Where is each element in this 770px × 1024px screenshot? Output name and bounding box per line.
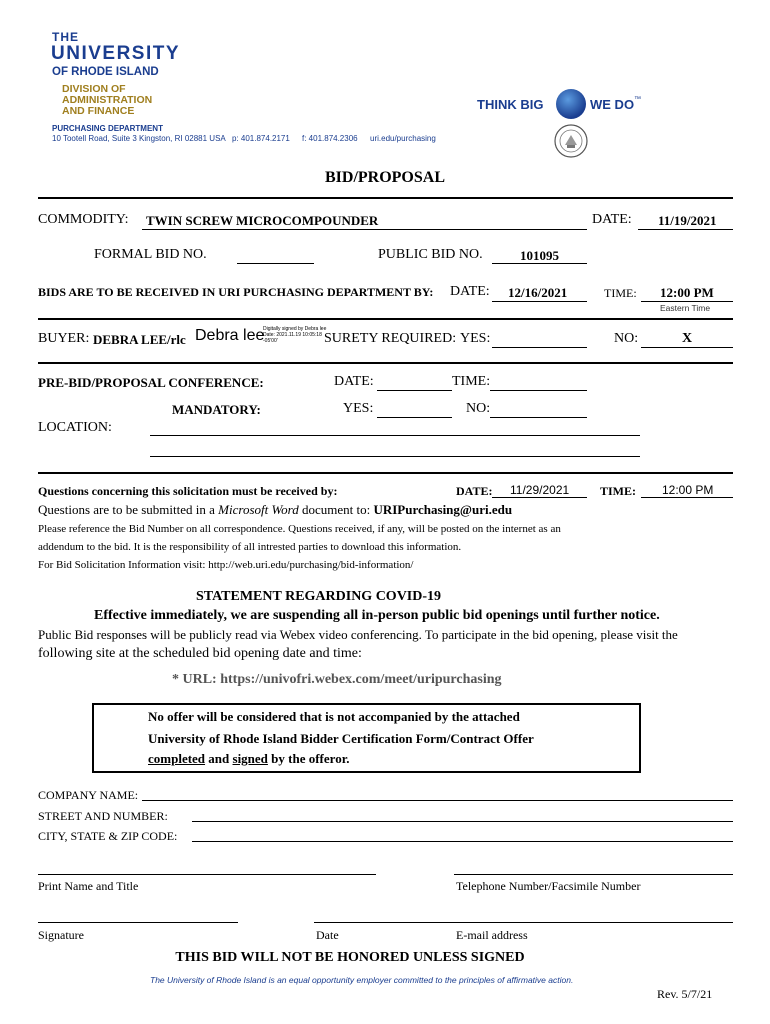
surety-yes-label: YES: (460, 331, 491, 346)
mandatory-yes-label: YES: (343, 401, 374, 416)
formal-bid-label: FORMAL BID NO. (94, 247, 207, 262)
mandatory-label: MANDATORY: (172, 402, 261, 417)
commodity-date-line (638, 229, 733, 230)
questions-label: Questions concerning this solicitation must be received by: (38, 484, 338, 498)
signature-label: Signature (38, 928, 84, 942)
surety-no-label: NO: (614, 331, 639, 346)
location-line-1[interactable] (150, 435, 640, 436)
receipt-time-line (641, 301, 733, 302)
surety-label: SURETY REQUIRED: (324, 331, 457, 346)
buyer-signature: Debra lee (195, 327, 265, 344)
honor-notice: THIS BID WILL NOT BE HONORED UNLESS SIGNED (175, 950, 525, 965)
covid-webex-url[interactable]: * URL: https://univofri.webex.com/meet/uripurchasing (172, 672, 502, 687)
email-label: E-mail address (456, 928, 528, 942)
questions-para-1: Please reference the Bid Number on all correspondence. Questions received, if any, will be posted on the internet as an (38, 523, 561, 535)
title-rule (38, 197, 733, 199)
tagline-think-big: THINK BIG (477, 97, 544, 112)
covid-text-2: following site at the scheduled bid opening date and time: (38, 646, 362, 661)
surety-no-line (641, 347, 733, 348)
dept-address: 10 Tootell Road, Suite 3 Kingston, RI 02881 USA (52, 134, 226, 143)
questions-time-label: TIME: (600, 484, 636, 498)
receipt-date-label: DATE: (450, 284, 490, 299)
notice-line-2: University of Rhode Island Bidder Certification Form/Contract Offer (148, 731, 534, 746)
buyer-value: DEBRA LEE/rlc (93, 332, 186, 347)
covid-subtitle: Effective immediately, we are suspending all in-person public bid openings until further notice. (94, 608, 660, 623)
print-name-label: Print Name and Title (38, 879, 139, 893)
receipt-rule (38, 318, 733, 320)
questions-time-line (641, 497, 733, 498)
street-label: STREET AND NUMBER: (38, 809, 168, 823)
public-bid-line (492, 263, 587, 264)
public-bid-label: PUBLIC BID NO. (378, 247, 483, 262)
date-label: Date (316, 928, 339, 942)
dept-fax: f: 401.874.2306 (302, 134, 358, 143)
covid-text-1: Public Bid responses will be publicly read via Webex video conferencing. To participate in the bid opening, please visit the (38, 627, 678, 642)
trademark-symbol: ™ (634, 96, 641, 103)
commodity-label: COMMODITY: (38, 212, 129, 227)
conference-time-label: TIME: (452, 374, 491, 389)
purchasing-dept: PURCHASING DEPARTMENT (52, 124, 163, 133)
conference-label: PRE-BID/PROPOSAL CONFERENCE: (38, 375, 264, 390)
location-line-2[interactable] (150, 456, 640, 457)
commodity-date-label: DATE: (592, 212, 632, 227)
location-label: LOCATION: (38, 420, 112, 435)
eeo-statement: The University of Rhode Island is an equal opportunity employer committed to the principles of affirmative action. (150, 975, 574, 985)
conference-date-line[interactable] (377, 390, 452, 391)
questions-date-line (492, 497, 587, 498)
questions-time-value[interactable]: 12:00 PM (662, 483, 714, 497)
page-title: BID/PROPOSAL (324, 169, 445, 186)
formal-bid-line[interactable] (237, 263, 314, 264)
surety-yes-line[interactable] (492, 347, 587, 348)
receipt-date-value[interactable]: 12/16/2021 (508, 285, 568, 300)
mandatory-no-label: NO: (466, 401, 491, 416)
logo-university: UNIVERSITY (51, 43, 181, 64)
logo-of-rhode-island: OF RHODE ISLAND (52, 66, 159, 78)
mandatory-no-line[interactable] (490, 417, 587, 418)
notice-line-3: completed and signed by the offeror. (148, 751, 350, 766)
company-name-line[interactable] (142, 800, 733, 801)
questions-date-value[interactable]: 11/29/2021 (510, 483, 570, 497)
questions-submit: Questions are to be submitted in a Microsoft Word document to: URIPurchasing@uri.edu (38, 502, 513, 517)
logo-the: THE (52, 30, 79, 44)
covid-title: STATEMENT REGARDING COVID-19 (196, 589, 442, 604)
receipt-time-label: TIME: (604, 286, 637, 300)
questions-date-label: DATE: (456, 484, 493, 498)
commodity-date-value[interactable]: 11/19/2021 (658, 213, 717, 228)
street-line[interactable] (192, 821, 733, 822)
tagline-we-do: WE DO (590, 97, 635, 112)
notice-line-1: No offer will be considered that is not accompanied by the attached (148, 709, 520, 724)
buyer-rule (38, 362, 733, 364)
university-seal-icon (553, 123, 589, 159)
questions-para-2: addendum to the bid. It is the responsibility of all intrested parties to download this information. (38, 541, 462, 553)
revision-label: Rev. 5/7/21 (657, 987, 713, 1001)
commodity-line (142, 229, 587, 230)
conference-rule (38, 472, 733, 474)
company-name-label: COMPANY NAME: (38, 788, 139, 802)
buyer-label: BUYER: (38, 331, 90, 346)
receipt-label: BIDS ARE TO BE RECEIVED IN URI PURCHASING DEPARTMENT BY: (38, 285, 434, 299)
dept-phone: p: 401.874.2171 (232, 134, 290, 143)
receipt-time-value[interactable]: 12:00 PM (660, 285, 714, 300)
questions-para-3[interactable]: For Bid Solicitation Information visit: http://web.uri.edu/purchasing/bid-information/ (38, 559, 414, 571)
questions-email[interactable]: URIPurchasing@uri.edu (373, 502, 513, 517)
date-email-line[interactable] (314, 922, 733, 923)
receipt-timezone: Eastern Time (660, 303, 711, 313)
mandatory-yes-line[interactable] (377, 417, 452, 418)
globe-icon (556, 89, 586, 119)
city-label: CITY, STATE & ZIP CODE: (38, 829, 178, 843)
conference-time-line[interactable] (490, 390, 587, 391)
print-name-line[interactable] (38, 874, 376, 875)
conference-date-label: DATE: (334, 374, 374, 389)
dept-web: uri.edu/purchasing (370, 134, 436, 143)
surety-no-value[interactable]: X (682, 331, 693, 346)
receipt-date-line (492, 301, 587, 302)
signature-stamp: Digitally signed by Debra lee Date: 2021.11.19 10:05:18 -05'00' (263, 326, 327, 344)
logo-division: DIVISION OF ADMINISTRATION AND FINANCE (62, 83, 153, 117)
commodity-value[interactable]: TWIN SCREW MICROCOMPOUNDER (146, 213, 379, 228)
signature-line[interactable] (38, 922, 238, 923)
city-line[interactable] (192, 841, 733, 842)
telephone-label: Telephone Number/Facsimile Number (456, 879, 641, 893)
public-bid-value[interactable]: 101095 (520, 248, 559, 263)
telephone-line[interactable] (454, 874, 733, 875)
